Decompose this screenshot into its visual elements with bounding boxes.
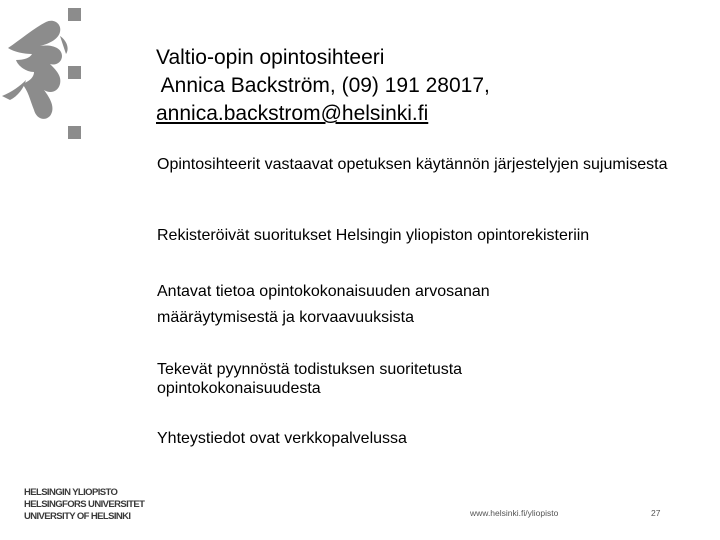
title-line-2: Annica Backström, (09) 191 28017, [156,74,490,97]
slide-title [156,44,696,128]
paragraph-3: Antavat tietoa opintokokonaisuuden arvosanan määräytymisestä ja korvaavuuksista [157,283,490,326]
footer-url[interactable]: www.helsinki.fi/yliopisto [470,508,559,518]
email-link[interactable]: annica.backstrom@helsinki.fi [156,102,429,125]
title-line-1: Valtio-opin opintosihteeri [156,46,385,69]
paragraph-1: Opintosihteerit vastaavat opetuksen käytännön järjestelyjen sujumisesta [157,156,668,173]
paragraph-2: Rekisteröivät suoritukset Helsingin yliopiston opintorekisteriin [157,227,590,244]
university-logo [0,0,150,150]
university-name-sv: HELSINGFORS UNIVERSITET [24,499,145,510]
paragraph-5: Yhteystiedot ovat verkkopalvelussa [157,430,407,447]
university-name [24,487,144,523]
page-number: 27 [651,508,661,518]
university-name-fi: HELSINGIN YLIOPISTO [24,487,118,498]
paragraph-4: Tekevät pyynnöstä todistuksen suoritetusta opintokokonaisuudesta [157,361,463,397]
university-name-en: UNIVERSITY OF HELSINKI [24,511,131,522]
